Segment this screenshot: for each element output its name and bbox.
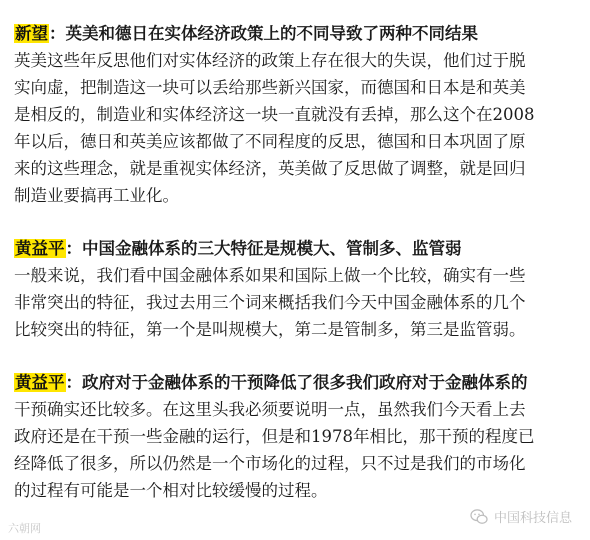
paragraph-line: 比较突出的特征，第一个是叫规模大，第二是管制多，第三是监管弱。 bbox=[14, 320, 526, 339]
watermark-right bbox=[470, 507, 572, 526]
paragraph-line: 来的这些理念，就是重视实体经济，英美做了反思做了调整，就是回归 bbox=[14, 159, 526, 178]
paragraph-line: 英美这些年反思他们对实体经济的政策上存在很大的失误，他们过于脱 bbox=[14, 51, 526, 70]
paragraph-line: 制造业要搞再工业化。 bbox=[14, 186, 179, 205]
paragraph-line: 一般来说，我们看中国金融体系如果和国际上做一个比较，确实有一些 bbox=[14, 266, 526, 285]
article-body bbox=[14, 20, 580, 530]
watermark-right-text: 中国科技信息 bbox=[493, 511, 572, 526]
paragraph-heading bbox=[14, 369, 580, 396]
paragraph-line: 的过程有可能是一个相对比较缓慢的过程。 bbox=[14, 481, 328, 500]
paragraph-huang-1 bbox=[14, 235, 580, 343]
paragraph-heading bbox=[14, 20, 580, 47]
paragraph-line: 政府还是在干预一些金融的运行，但是和1978年相比，那干预的程度已 bbox=[14, 427, 535, 446]
paragraph-line: 年以后，德日和英美应该都做了不同程度的反思，德国和日本巩固了原 bbox=[14, 132, 526, 151]
paragraph-line: 实向虚，把制造这一块可以丢给那些新兴国家，而德国和日本是和英美 bbox=[14, 78, 526, 97]
paragraph-line: 经降低了很多，所以仍然是一个市场化的过程，只不过是我们的市场化 bbox=[14, 454, 526, 473]
speaker-label: 新望 bbox=[15, 24, 48, 43]
paragraph-line: 干预确实还比较多。在这里头我必须要说明一点，虽然我们今天看上去 bbox=[14, 400, 526, 419]
paragraph-line: 是相反的，制造业和实体经济这一块一直就没有丢掉，那么这个在2008 bbox=[14, 105, 535, 124]
speaker-label: 黄益平 bbox=[15, 373, 65, 392]
heading-text: ：中国金融体系的三大特征是规模大、管制多、监管弱 bbox=[65, 239, 462, 258]
paragraph-line: 非常突出的特征，我过去用三个词来概括我们今天中国金融体系的几个 bbox=[14, 293, 526, 312]
watermark-left: 六朝网 bbox=[8, 522, 41, 535]
paragraph-heading bbox=[14, 235, 580, 262]
heading-text: ：英美和德日在实体经济政策上的不同导致了两种不同结果 bbox=[49, 24, 478, 43]
wechat-icon bbox=[470, 509, 488, 525]
speaker-label: 黄益平 bbox=[15, 239, 65, 258]
paragraph-huang-2 bbox=[14, 369, 580, 504]
heading-text: ：政府对于金融体系的干预降低了很多我们政府对于金融体系的 bbox=[65, 373, 528, 392]
paragraph-xinwang bbox=[14, 20, 580, 209]
